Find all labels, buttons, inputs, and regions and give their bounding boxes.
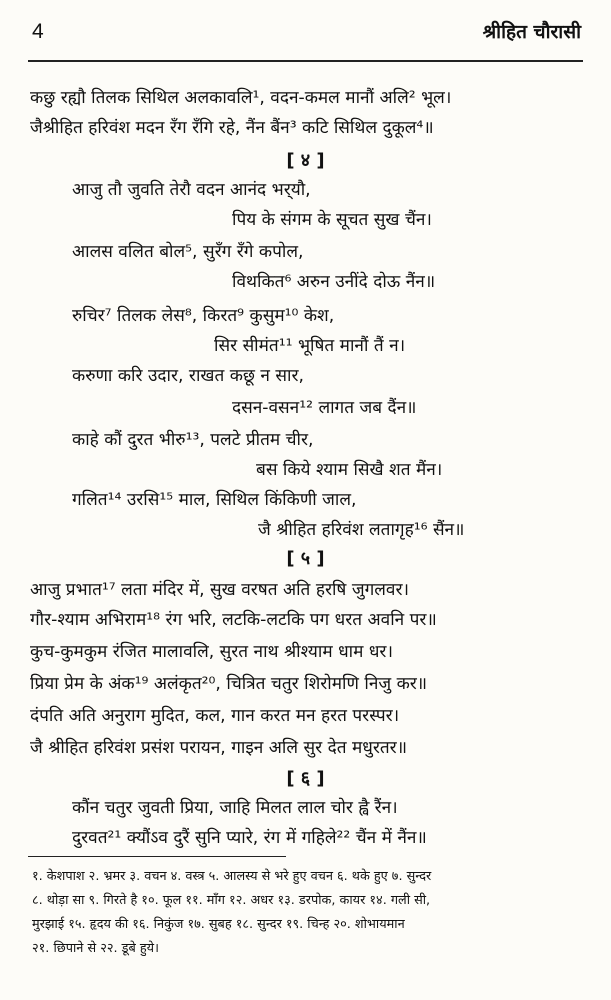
verse-line: दंपति अति अनुराग मुदित, कल, गान करत मन हरत परस्पर।: [30, 706, 400, 726]
verse-line: आजु प्रभात¹⁷ लता मंदिर में, सुख वरषत अति हरषि जुगलवर।: [30, 580, 410, 600]
verse-line: कछु रह्यौ तिलक सिथिल अलकावलि¹, वदन-कमल मानौं अलि² भूल।: [30, 88, 452, 108]
verse-line: जैश्रीहित हरिवंश मदन रँग रँगि रहे, नैंन बैंन³ कटि सिथिल दुकूल⁴॥: [30, 118, 434, 138]
footnote-line: मुरझाई १५. हृदय की १६. निकुंज १७. सुबह १८. सुन्दर १९. चिन्ह २०. शोभायमान: [32, 917, 405, 932]
verse-line: रुचिर⁷ तिलक लेस⁸, किरत⁹ कुसुम¹⁰ केश,: [72, 306, 335, 326]
verse-line: आलस वलित बोल⁵, सुरँग रँगे कपोल,: [72, 242, 304, 262]
verse-line: करुणा करि उदार, राखत कछू न सार,: [72, 366, 304, 386]
verse-line: कुच-कुमकुम रंजित मालावलि, सुरत नाथ श्रीश्याम धाम धर।: [30, 642, 393, 662]
verse-line: गौर-श्याम अभिराम¹⁸ रंग भरि, लटकि-लटकि पग धरत अवनि पर॥: [30, 610, 437, 630]
page-header: [28, 14, 583, 48]
header-rule: [28, 60, 583, 62]
verse-line: कौंन चतुर जुवती प्रिया, जाहि मिलत लाल चोर ह्वै रैंन।: [72, 798, 398, 818]
verse-line: आजु तौ जुवति तेरौ वदन आनंद भर्‌यौ,: [72, 180, 311, 200]
page-number: 4: [32, 20, 44, 43]
verse-line: सिर सीमंत¹¹ भूषित मानौं तैं न।: [214, 336, 406, 356]
footnote-line: १. केशपाश २. भ्रमर ३. वचन ४. वस्त्र ५. आलस्य से भरे हुए वचन ६. थके हुए ७. सुन्दर: [32, 869, 432, 884]
section-number: [ ६ ]: [286, 768, 325, 789]
verse-line: जै श्रीहित हरिवंश प्रसंश परायन, गाइन अलि सुर देत मधुरतर॥: [30, 738, 407, 758]
verse-line: बस किये श्याम सिखै शत मैंन।: [256, 460, 443, 480]
running-title: श्रीहित चौरासी: [482, 21, 581, 43]
verse-line: विथकित⁶ अरुन उनींदे दोऊ नैंन॥: [232, 272, 436, 292]
verse-line: प्रिया प्रेम के अंक¹⁹ अलंकृत²⁰, चित्रित चतुर शिरोमणि निजु कर॥: [30, 674, 428, 694]
verse-line: गलित¹⁴ उरसि¹⁵ माल, सिथिल किंकिणी जाल,: [72, 490, 357, 510]
footnote-line: ८. थोड़ा सा ९. गिरते है १०. फूल ११. माँग १२. अधर १३. डरपोक, कायर १४. गली सी,: [32, 893, 431, 908]
verse-line: पिय के संगम के सूचत सुख चैंन।: [232, 210, 432, 230]
section-number: [ ५ ]: [286, 548, 325, 569]
verse-line: दसन-वसन¹² लागत जब दैंन॥: [232, 398, 417, 418]
footnote-rule: [28, 856, 286, 857]
verse-line: दुरवत²¹ क्यौंऽव दुरैं सुनि प्यारे, रंग में गहिले²² चैंन में नैंन॥: [72, 828, 427, 848]
section-number: [ ४ ]: [286, 150, 325, 171]
verse-line: काहे कौं दुरत भीरु¹³, पलटे प्रीतम चीर,: [72, 430, 314, 450]
footnote-line: २१. छिपाने से २२. डूबे हुये।: [32, 941, 159, 956]
verse-line: जै श्रीहित हरिवंश लतागृह¹⁶ सैंन॥: [258, 520, 465, 540]
